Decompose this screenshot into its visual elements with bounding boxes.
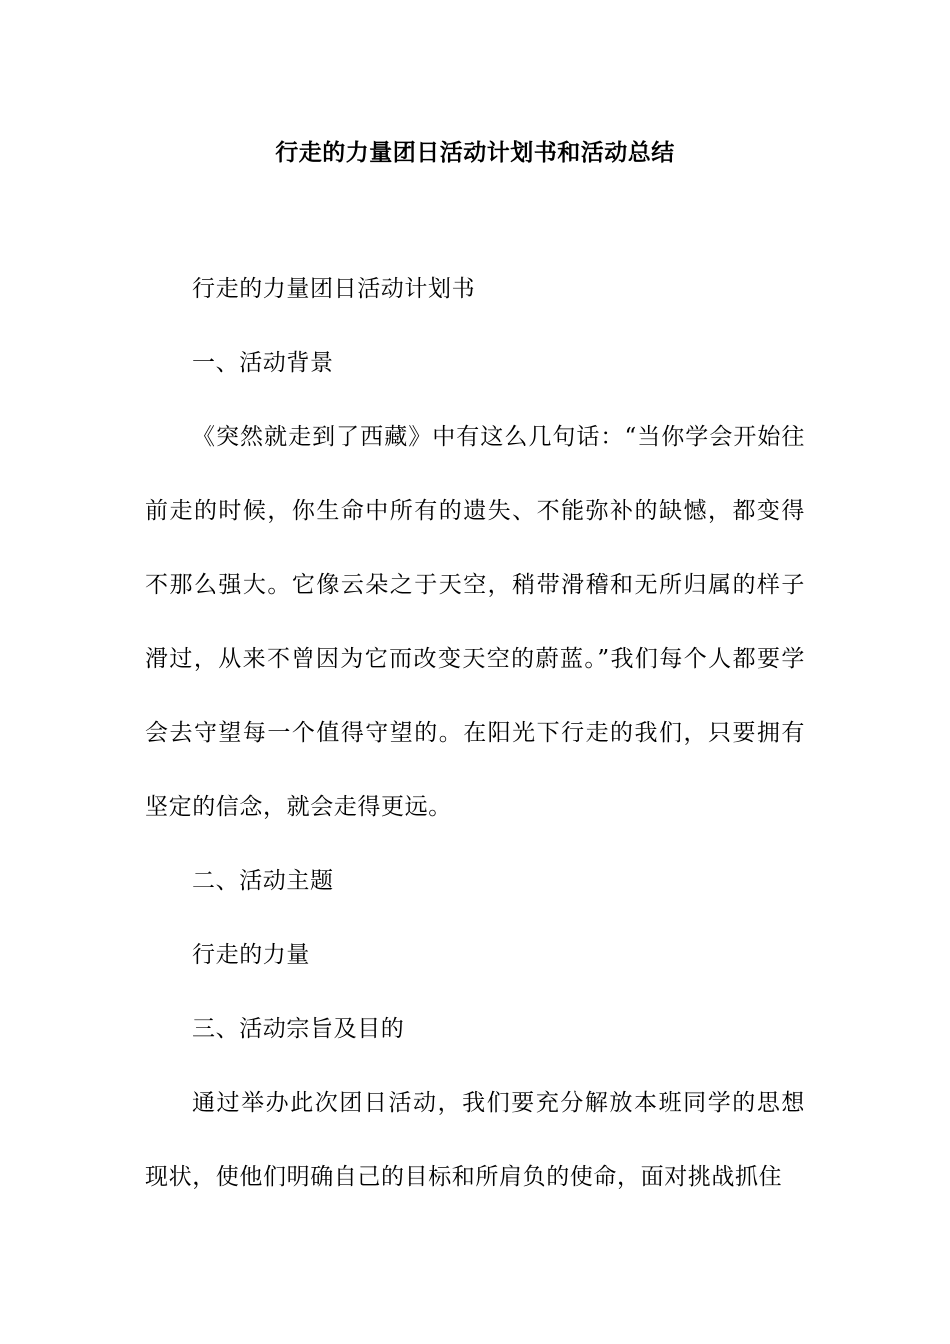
purpose-paragraph: 通过举办此次团日活动，我们要充分解放本班同学的思想现状，使他们明确自己的目标和所肩负的使命，面对挑战抓住 — [145, 1090, 805, 1190]
section-heading-background: 一、活动背景 — [192, 350, 334, 376]
document-title: 行走的力量团日活动计划书和活动总结 — [275, 140, 675, 166]
document-body — [145, 252, 805, 1214]
plan-subtitle: 行走的力量团日活动计划书 — [192, 276, 476, 302]
section-heading-theme: 二、活动主题 — [192, 868, 334, 894]
section-heading-purpose: 三、活动宗旨及目的 — [192, 1016, 405, 1042]
background-paragraph: 《突然就走到了西藏》中有这么几句话：“当你学会开始往前走的时候，你生命中所有的遗失、不能弥补的缺憾，都变得不那么强大。它像云朵之于天空，稍带滑稽和无所归属的样子滑过，从来不曾因为它而改变天空的蔚蓝。”我们每个人都要学会去守望每一个值得守望的。在阳光下行走的我们，只要拥有坚定的信念，就会走得更远。 — [145, 424, 805, 820]
theme-paragraph: 行走的力量 — [192, 942, 310, 968]
